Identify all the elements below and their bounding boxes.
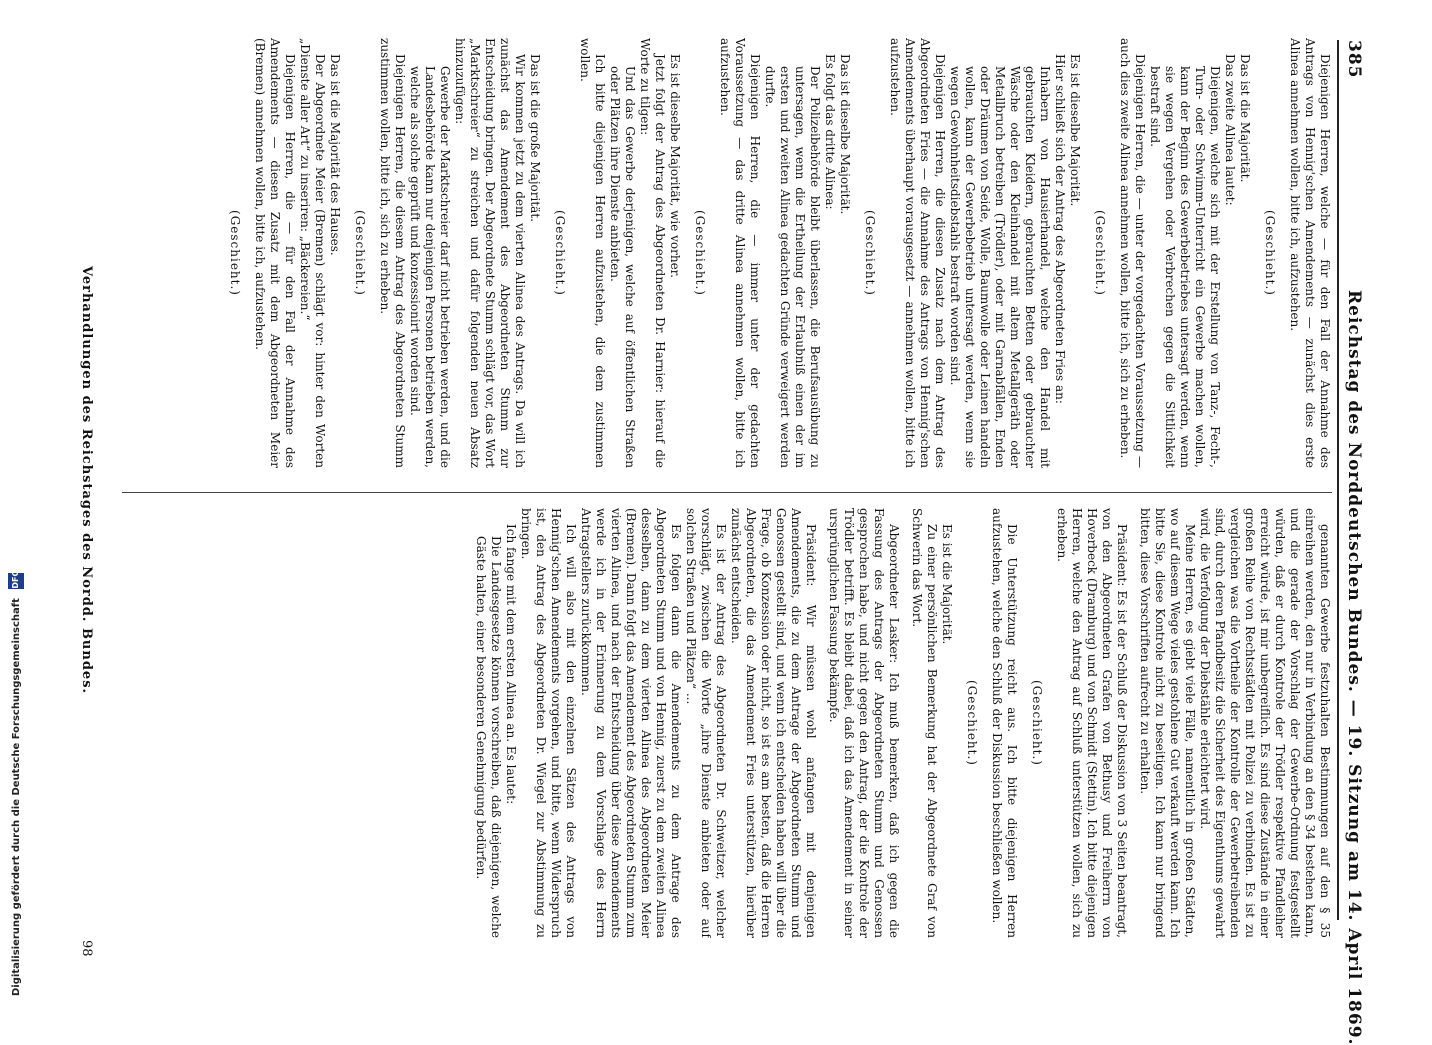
paragraph: Das zweite Alinea lautet: — [1223, 54, 1237, 206]
paragraph: Zu einer persönlichen Bemerkung hat der Abgeordnete Graf von Schwerin das Wort. — [910, 508, 939, 938]
stage-note: (Geschieht.) — [965, 680, 979, 766]
paragraph: Meine Herren, es giebt viele Fälle, namentlich in großen Städten, wo auf diesem Wege vieles gestohlene Gut verkauft werden kann. Ich bitte Sie, diese Kontrole nicht zu beseitigen. Ich kann nur bringend bitten, diese Vorschriften aufrecht zu erhalten. — [1138, 508, 1197, 938]
paragraph: Es ist dieselbe Majorität, wie vorher. — [668, 54, 682, 278]
stage-note: (Geschieht.) — [228, 210, 242, 296]
quoted-text: Die Landesgesetze können vorschreiben, daß diejenigen, welche Gäste halten, einer besonderen Genehmigung bedürfen. — [474, 536, 503, 938]
paragraph: Der Abgeordnete Meier (Bremen) schlägt vor: hinter den Worten „Dienste aller Art“ zu inseriren: „Bäckereien.“ — [298, 38, 327, 468]
paragraph: Präsident: Es ist der Schluß der Diskussion von 3 Seiten beantragt, von den Abgeordneten Grafen von Bethusy und Freiherrn von Hoverbeck (Dramburg) und von Schmidt (Stettin). Ich bitte diejenigen Herren, welche den Antrag auf Schluß unterstützen wollen, sich zu erheben. — [1055, 508, 1129, 938]
stage-note: (Geschieht.) — [553, 210, 567, 296]
page-title: Reichstag des Norddeutschen Bundes. — 19. Sitzung am 14. April 1869. — [1344, 290, 1364, 1045]
quoted-text: Der Polizeibehörde bleibt überlassen, die Berufsausübung zu untersagen, wenn die Ertheilung der Erlaubniß einen der im ersten und zweiten Alinea gedachten Gründe verweigert werden durfte. — [763, 66, 822, 468]
bottom-page-number: 98 — [79, 940, 94, 957]
paragraph: Die Unterstützung reicht aus. Ich bitte diejenigen Herren aufzustehen, welche den Schluß der Diskussion beschließen wollen. — [990, 508, 1019, 938]
paragraph: Abgeordneter Lasker: Ich muß bemerken, daß ich gegen die Fassung des Antrags der Abgeordneten Stumm und Genossen gesprochen habe, und nicht gegen den Antrag, der die Kontrole der Trödler betrifft. Es bleibt dabei, daß ich das Amendement in seiner ursprünglichen Fassung bekämpfe. — [827, 508, 901, 938]
paragraph: Es folgen dann die Amendements zu dem Antrage des Abgeordneten Stumm und von Hennig, zuerst zu dem zweiten Alinea desselben, dann zu dem vierten Alinea des Abgeordneten Meier (Bremen). Dann folgt das Amendement des Abgeordneten Stumm zum vierten Alinea, und nach der Entscheidung über diese Amendements werde ich in der Erinnerung zu dem Vorschlage des Herrn Antragstellers zurückkommen. — [579, 508, 683, 938]
spacer — [901, 508, 909, 938]
paragraph: Es folgt das dritte Alinea: — [823, 54, 837, 210]
paragraph: Es ist die Majorität. — [940, 524, 954, 645]
quoted-text: Gewerbe der Marktschreier darf nicht betrieben werden, und die Landesbehörde kann nur denjenigen Personen betrieben werden, welche als solche geprüft und konzessionirt worden sind. — [408, 66, 452, 468]
paragraph: Das ist die Majorität des Hauses. — [328, 54, 342, 256]
paragraph: Wir kommen jetzt zu dem vierten Alinea des Antrags. Da will ich zunächst das Amendement des Abgeordneten Stumm zur Entscheidung bringen. Der Abgeordnete Stumm schlägt vor, das Wort „Marktschreier“ zu streichen und dafür folgenden neuen Absatz hinzuzufügen: — [453, 38, 527, 468]
stage-note: (Geschieht.) — [693, 210, 707, 296]
paragraph: genannten Gewerbe festzuhalten Bestimmungen auf den § 35 einreihen werden, den nur in Verbindung an den § 34 bestehen kann, und die gerade der Vorschlag der Gewerbe-Ordnung festgestellt würden, daß er durch Kontrole der Trödler respektive Pfandleiher erreicht würde, ist mir unbegreiflich. Es sind diese Zustände in einer großen Reihe von Rechtsstädten mit Polizei zu verbinden. Es ist zu vergleichen was die Vortheile der Kontrolle der Gewerbetreibenden sind, durch deren Pfandbesitz die Sicherheit des Eigenthums gewahrt wird, die Verfolgung der Diebstähle erleichtert wird. — [1198, 508, 1332, 938]
paragraph: Diejenigen Herren, die diesem Antrag des Abgeordneten Stumm zustimmen wollen, bitte ich, sich zu erheben. — [378, 38, 407, 468]
dfg-logo: DFG — [8, 573, 24, 589]
stage-note: (Geschieht.) — [1263, 210, 1277, 296]
paragraph: Es ist dieselbe Majorität. — [1068, 54, 1082, 207]
paragraph: Hier schließt sich der Antrag des Abgeordneten Fries an: — [1053, 54, 1067, 404]
spacer — [1129, 508, 1137, 938]
paragraph: Diejenigen Herren, welche — für den Fall der Annahme des Antrags von Hennig'schen Amendements — zunächst dies erste Alinea annehmen wollen, bitte ich, aufzustehen. — [1288, 38, 1332, 468]
paragraph: Jetzt folgt der Antrag des Abgeordneten Dr. Harnier: hierauf die Worte zu tilgen: — [638, 38, 667, 468]
quoted-text: Inhabern von Hausierhandel, welche den Handel mit gebrauchten Kleidern, gebrauchten Betten oder gebrauchter Wäsche oder den Kleinhandel mit altem Metallgeräth oder Metallbruch betreiben (Trödler), oder mit Garnabfällen, Enden oder Dräumen von Seide, Wolle, Baumwolle oder Leinen handeln wollen, kann der Gewerbebetrieb untersagt werden, wenn sie wegen Gewohnheitsdiebstahls bestraft worden sind. — [948, 66, 1052, 468]
stage-note: (Geschieht.) — [1093, 210, 1107, 296]
page-number: 385 — [1344, 40, 1364, 79]
paragraph: Diejenigen Herren, die — für den Fall der Annahme des Amendements — diesen Zusatz mit dem Abgeordneten Meier (Bremen) annehmen wollen, bitte ich, aufzustehen. — [253, 38, 297, 468]
page-header — [1342, 40, 1364, 1045]
paragraph: Ich bitte diejenigen Herren aufzustehen, die dem zustimmen wollen. — [578, 38, 607, 468]
paragraph: Präsident: Wir müssen wohl anfangen mit denjenigen Amendements, die zu dem Antrage der Abgeordneten Stumm und Genossen gestellt sind, und wenn ich entscheiden haben will über die Frage, ob Konzession oder nicht, so ist es am besten, daß die Herren Abgeordneten, die das Amendement Fries unterstützen, hierüber zunächst entscheiden. — [729, 508, 818, 938]
paragraph: Das ist die große Majorität. — [528, 54, 542, 222]
paragraph: Das ist die Majorität. — [1238, 54, 1252, 183]
stage-note: (Geschieht.) — [863, 210, 877, 296]
right-text-column — [122, 508, 1332, 938]
paragraph: Diejenigen Herren, die — immer unter der gedachten Voraussetzung — das dritte Alinea annehmen wollen, bitte ich aufzustehen. — [718, 38, 762, 468]
column-divider — [122, 492, 1332, 493]
stage-note: (Geschieht.) — [353, 210, 367, 296]
header-rule — [1337, 40, 1339, 920]
paragraph: Diejenigen Herren, die — unter der vorgedachten Voraussetzung — auch dies zweite Alinea annehmen wollen, bitte ich, sich zu erheben. — [1118, 38, 1147, 468]
footer-text: Verhandlungen des Reichstages des Nordd. Bundes. — [79, 265, 94, 695]
left-text-column — [122, 38, 1332, 468]
paragraph: Das ist dieselbe Majorität. — [838, 54, 852, 215]
paragraph: Ich will also mit den einzelnen Sätzen des Antrags von Hennig'schen Amendements vorgehen, und bitte, wenn Widerspruch ist, den Antrag des Abgeordneten Dr. Wiegel zur Abstimmung zu bringen. — [519, 508, 578, 938]
digitization-credit — [8, 16, 24, 996]
paragraph: Ich fange mit dem ersten Alinea an. Es lautet: — [504, 524, 518, 805]
credit-text: Digitalisierung gefördert durch die Deutsche Forschungsgemeinschaft — [11, 598, 22, 996]
quoted-text: Diejenigen, welche sich mit der Erstellung von Tanz-, Fecht-, Turn- oder Schwimm-Unterricht ein Gewerbe machen wollen, kann der Beginn des Gewerbebetriebes untersagt werden, wenn sie wegen Vergehen oder Verbrechen gegen die Sittlichkeit bestraft sind. — [1148, 66, 1222, 468]
spacer — [818, 508, 826, 938]
paragraph: Es ist der Antrag des Abgeordneten Dr. Schweitzer, welcher vorschlägt, zwischen die Worte „ihre Dienste anbieten oder auf solchen Straßen und Plätzen“ ... — [684, 508, 728, 938]
paragraph: Diejenigen Herren, die diesen Zusatz nach dem Antrag des Abgeordneten Fries — die Annahme des Antrags von Hennig'schen Amendements überhaupt vorausgesetzt — annehmen wollen, bitte ich aufzustehen. — [888, 38, 947, 468]
quoted-text: Und das Gewerbe derjenigen, welche auf öffentlichen Straßen oder Plätzen ihre Dienste anbieten. — [608, 66, 637, 468]
stage-note: (Geschieht.) — [1030, 680, 1044, 766]
